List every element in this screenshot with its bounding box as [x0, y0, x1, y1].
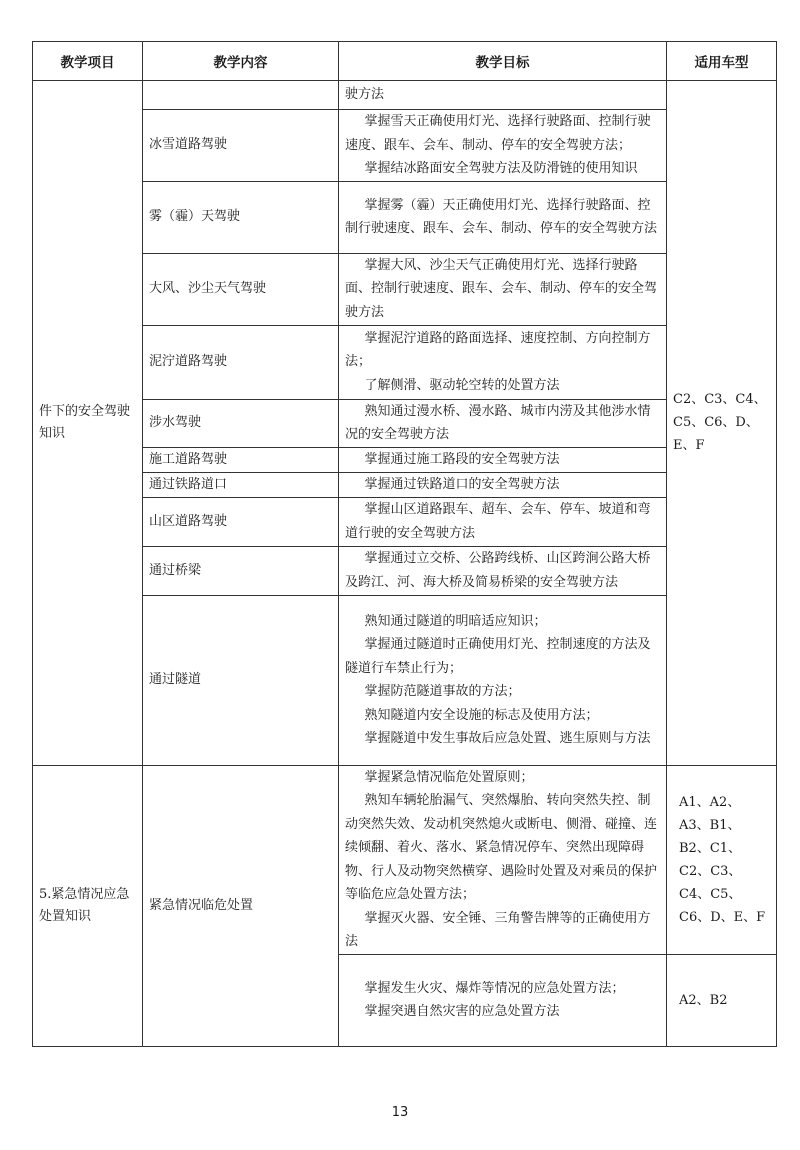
goal-cell: [339, 497, 667, 546]
goal-text: 掌握突遇自然灾害的应急处置方法: [364, 1004, 560, 1019]
goal-cell: [339, 472, 667, 497]
goal-cell: [339, 399, 667, 447]
goal-text: 掌握雾（霾）天正确使用灯光、选择行驶路面、控制行驶速度、跟车、会车、制动、停车的安全驾驶方法: [345, 197, 658, 236]
goal-text: 熟知车辆轮胎漏气、突然爆胎、转向突然失控、制动突然失效、发动机突然熄火或断电、侧滑、碰撞、连续倾翻、着火、落水、紧急情况停车、突然出现障碍物、行人及动物突然横穿、遇险时处置及对乘员的保护等临危应急处置方法；: [345, 793, 658, 902]
goal-text: 掌握通过立交桥、公路跨线桥、山区跨涧公路大桥及跨江、河、海大桥及简易桥梁的安全驾驶方法: [345, 551, 651, 590]
vehicle-cell: A2、B2: [667, 954, 777, 1046]
goal-cell: [339, 546, 667, 595]
content-cell: [143, 81, 339, 110]
header-goal: 教学目标: [339, 42, 667, 81]
goal-cell: [339, 325, 667, 399]
goal-cell: [339, 110, 667, 182]
content-cell: 大风、沙尘天气驾驶: [143, 253, 339, 325]
content-cell: 紧急情况临危处置: [143, 765, 339, 1046]
goal-text: 掌握紧急情况临危处置原则；: [364, 769, 534, 785]
item-cell: 件下的安全驾驶知识: [33, 81, 143, 766]
goal-text: 掌握通过铁路道口的安全驾驶方法: [364, 476, 560, 492]
goal-cell: [339, 181, 667, 253]
page-number: 13: [391, 1105, 409, 1120]
curriculum-table: [32, 41, 777, 1047]
content-cell: 施工道路驾驶: [143, 447, 339, 472]
goal-text: 熟知通过漫水桥、漫水路、城市内涝及其他涉水情况的安全驾驶方法: [345, 403, 651, 442]
table-row: [33, 399, 777, 447]
goal-text: 掌握隧道中发生事故后应急处置、逃生原则与方法: [364, 731, 651, 746]
goal-text: 驶方法: [345, 87, 385, 103]
goal-text: 掌握通过施工路段的安全驾驶方法: [364, 451, 560, 467]
item-cell: 5.紧急情况应急处置知识: [33, 765, 143, 1046]
table-row: [33, 110, 777, 182]
content-cell: 通过隧道: [143, 595, 339, 765]
table-row: [33, 253, 777, 325]
goal-text: 掌握通过隧道时正确使用灯光、控制速度的方法及隧道行车禁止行为；: [345, 637, 651, 676]
goal-text: 掌握雪天正确使用灯光、选择行驶路面、控制行驶速度、跟车、会车、制动、停车的安全驾驶方法；: [345, 114, 651, 153]
goal-cell: [339, 954, 667, 1046]
content-cell: 山区道路驾驶: [143, 497, 339, 546]
table-row: [33, 472, 777, 497]
goal-text: 掌握泥泞道路的路面选择、速度控制、方向控制方法；: [345, 330, 651, 370]
content-cell: 泥泞道路驾驶: [143, 325, 339, 399]
table-row: [33, 325, 777, 399]
content-cell: 通过铁路道口: [143, 472, 339, 497]
content-cell: 冰雪道路驾驶: [143, 110, 339, 182]
content-cell: 雾（霾）天驾驶: [143, 181, 339, 253]
goal-cell: [339, 81, 667, 110]
goal-cell: [339, 765, 667, 954]
content-cell: 涉水驾驶: [143, 399, 339, 447]
goal-text: 掌握灭火器、安全锤、三角警告牌等的正确使用方法: [345, 910, 651, 949]
goal-text: 熟知隧道内安全设施的标志及使用方法；: [364, 707, 599, 723]
header-content: 教学内容: [143, 42, 339, 81]
table-row: [33, 595, 777, 765]
table-row: [33, 497, 777, 546]
vehicle-cell: A1、A2、A3、B1、B2、C1、C2、C3、C4、C5、C6、D、E、F: [667, 765, 777, 954]
goal-cell: [339, 595, 667, 765]
goal-text: 掌握防范隧道事故的方法；: [364, 684, 521, 699]
goal-text: 掌握结冰路面安全驾驶方法及防滑链的使用知识: [364, 161, 638, 176]
header-row: [33, 42, 777, 81]
table-row: [33, 181, 777, 253]
header-vehicle: 适用车型: [667, 42, 777, 81]
goal-text: 掌握发生火灾、爆炸等情况的应急处置方法；: [364, 980, 625, 996]
header-item: 教学项目: [33, 42, 143, 81]
table-row: [33, 81, 777, 110]
table-row: [33, 765, 777, 954]
goal-text: 掌握大风、沙尘天气正确使用灯光、选择行驶路面、控制行驶速度、跟车、会车、制动、停车的安全驾驶方法: [345, 257, 658, 320]
goal-cell: [339, 447, 667, 472]
goal-text: 了解侧滑、驱动轮空转的处置方法: [364, 377, 560, 393]
goal-cell: [339, 253, 667, 325]
goal-text: 熟知通过隧道的明暗适应知识；: [364, 613, 547, 629]
vehicle-cell: C2、C3、C4、C5、C6、D、E、F: [667, 81, 777, 766]
table-row: [33, 447, 777, 472]
goal-text: 掌握山区道路跟车、超车、会车、停车、坡道和弯道行驶的安全驾驶方法: [345, 502, 651, 541]
content-cell: 通过桥梁: [143, 546, 339, 595]
table-row: [33, 546, 777, 595]
